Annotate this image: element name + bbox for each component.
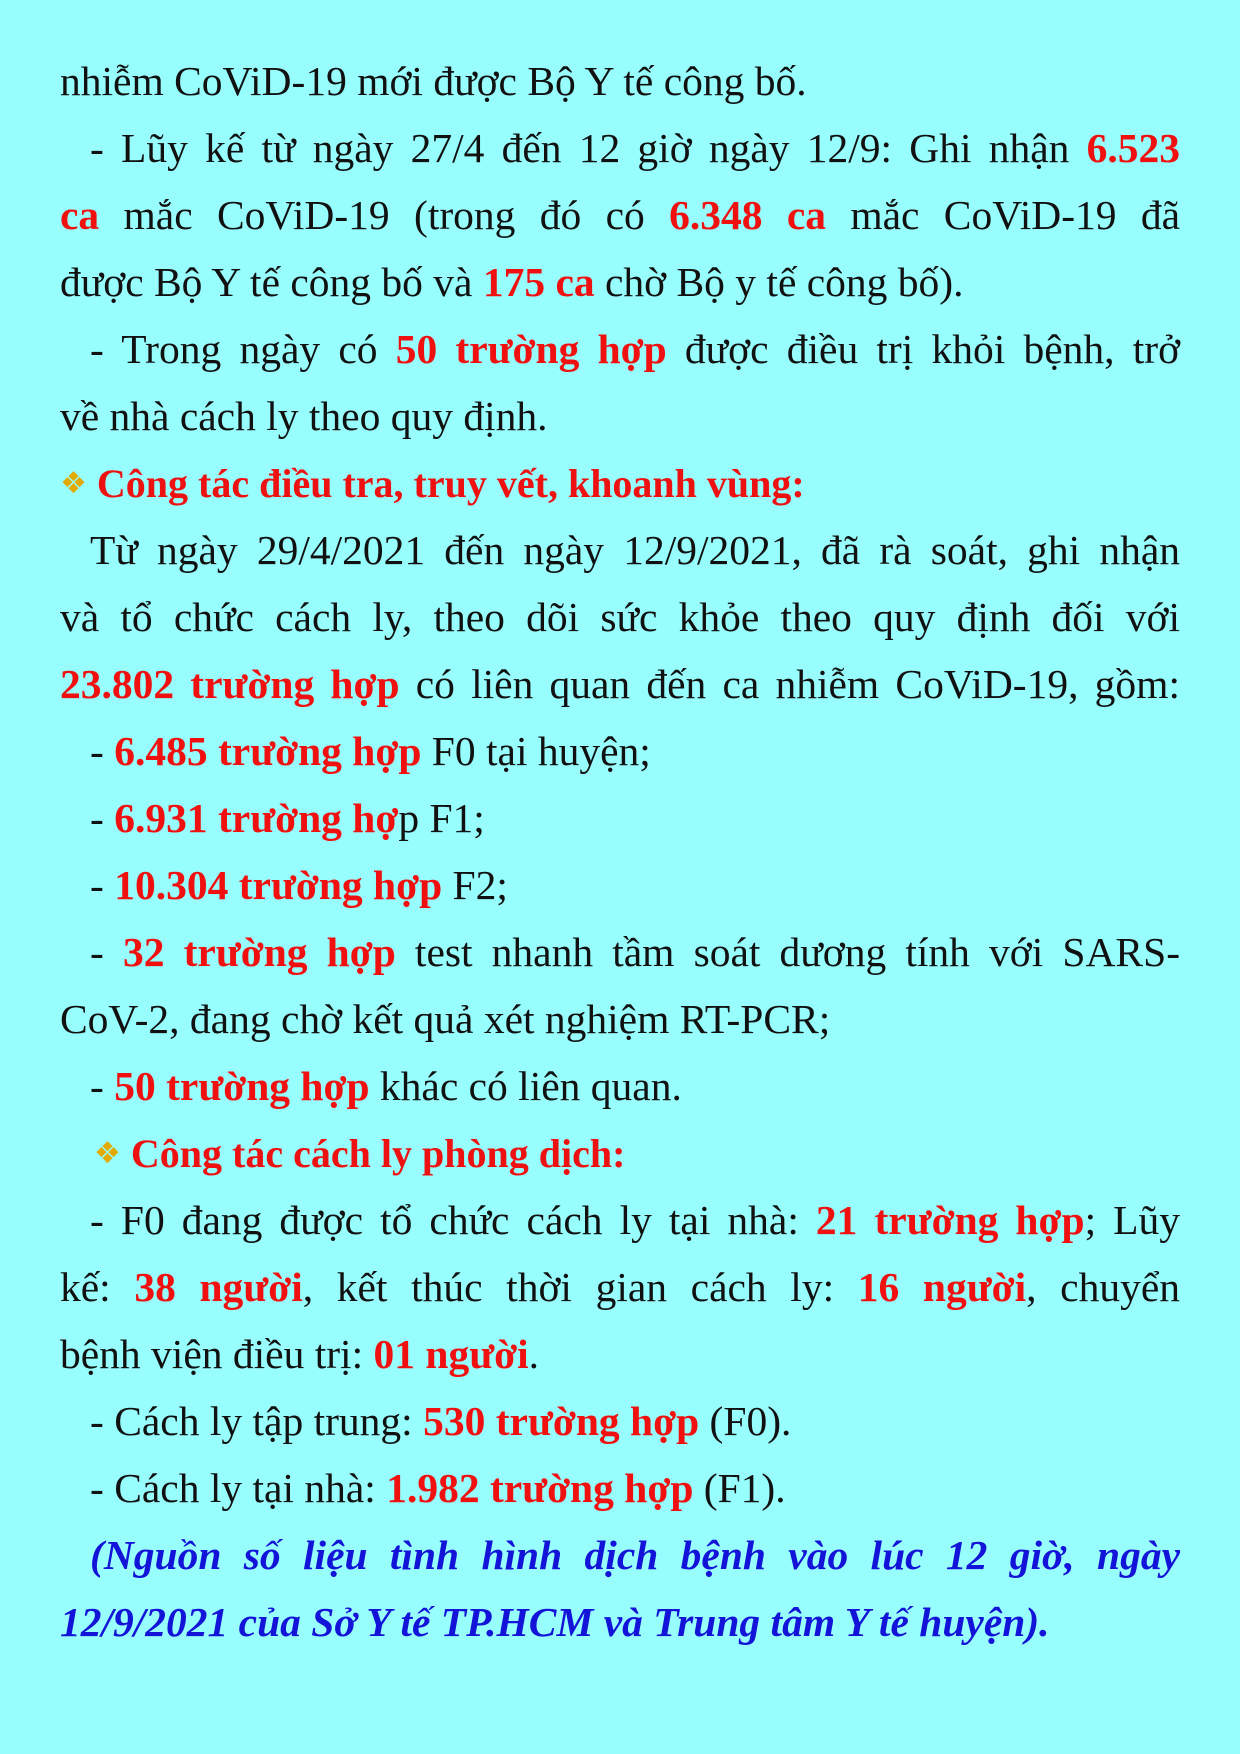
paragraph-text: - F0 đang được tổ chức cách ly tại nhà: [90,1197,816,1243]
highlight-number: 50 trường hợp [114,1063,370,1109]
highlight-number: 6.485 trường hợp [114,728,422,774]
list-item-text: F2; [442,862,508,908]
source-note-text: (Nguồn số liệu tình hình dịch bệnh vào lúc 12 giờ, ngày [90,1532,1180,1578]
section-title: Công tác điều tra, truy vết, khoanh vùng: [96,461,805,506]
investigation-line-1 [60,517,1180,584]
paragraph-text: bệnh viện điều trị: [60,1331,374,1377]
list-item-text: F0 tại huyện; [421,728,651,774]
quarantine-line-1 [60,1187,1180,1254]
list-dash: - [90,795,115,841]
highlight-number: 32 trường hợp [122,929,396,975]
paragraph-text: về nhà cách ly theo quy định. [60,393,548,439]
list-dash: - [90,1063,115,1109]
cumulative-line-3 [60,249,1180,316]
section-heading-investigation [60,450,1180,517]
quarantine-line-5 [60,1455,1180,1522]
diamond-bullet-icon: ❖ [60,466,87,501]
paragraph-text: - Trong ngày có [90,326,396,372]
paragraph-text: - Lũy kế từ ngày 27/4 đến 12 giờ ngày 12/9: Ghi nhận [90,125,1087,171]
investigation-line-2 [60,584,1180,651]
paragraph-text: ; Lũy [1084,1197,1180,1243]
cumulative-line-2 [60,182,1180,249]
paragraph-text: mắc CoViD-19 (trong đó có [99,192,670,238]
paragraph-text: (F0). [699,1398,792,1444]
section-heading-quarantine [60,1120,1180,1187]
list-item [60,718,1180,785]
diamond-bullet-icon: ❖ [94,1136,121,1171]
paragraph-text: và tổ chức cách ly, theo dõi sức khỏe theo quy định đối với [60,594,1180,640]
paragraph-text: kế: [60,1264,135,1310]
highlight-number: 6.523 [1086,125,1180,171]
paragraph-text: nhiễm CoViD-19 mới được Bộ Y tế công bố. [60,58,807,104]
recovered-line-1 [60,316,1180,383]
paragraph-text: có liên quan đến ca nhiễm CoViD-19, gồm: [399,661,1180,707]
source-note-line-1 [60,1522,1180,1589]
list-dash: - [90,728,115,774]
paragraph-text: . [528,1331,539,1377]
paragraph-text: được điều trị khỏi bệnh, trở [666,326,1181,372]
highlight-number: 6.348 ca [669,192,826,238]
paragraph-text: Từ ngày 29/4/2021 đến ngày 12/9/2021, đã rà soát, ghi nhận [90,527,1180,573]
quarantine-line-3 [60,1321,1180,1388]
paragraph-text: mắc CoViD-19 đã [826,192,1181,238]
source-note-line-2 [60,1589,1180,1656]
quarantine-line-2 [60,1254,1180,1321]
list-item [60,852,1180,919]
list-item [60,1053,1180,1120]
list-dash: - [90,929,123,975]
recovered-line-2 [60,383,1180,450]
highlight-number: 01 người [373,1331,529,1377]
list-item-continuation [60,986,1180,1053]
list-item [60,919,1180,986]
list-item [60,785,1180,852]
paragraph-text: , chuyển [1026,1264,1180,1310]
highlight-number: 38 người [134,1264,303,1310]
section-title: Công tác cách ly phòng dịch: [130,1131,626,1176]
paragraph-text: , kết thúc thời gian cách ly: [302,1264,858,1310]
highlight-number: 6.931 trường hợ [114,795,399,841]
list-dash: - [90,862,115,908]
paragraph-text: chờ Bộ y tế công bố). [594,259,964,305]
paragraph-text: - Cách ly tập trung: [90,1398,424,1444]
highlight-number: 1.982 trường hợp [386,1465,694,1511]
list-item-text: CoV-2, đang chờ kết quả xét nghiệm RT-PCR; [60,996,831,1042]
highlight-number: 175 ca [482,259,595,305]
highlight-number: ca [60,192,100,238]
highlight-number: 23.802 trường hợp [60,661,400,707]
quarantine-line-4 [60,1388,1180,1455]
list-item-text: test nhanh tầm soát dương tính với SARS- [395,929,1181,975]
list-item-text: khác có liên quan. [369,1063,682,1109]
paragraph-text: được Bộ Y tế công bố và [60,259,483,305]
source-note-text: 12/9/2021 của Sở Y tế TP.HCM và Trung tâm Y tế huyện). [60,1599,1050,1645]
highlight-number: 16 người [857,1264,1027,1310]
highlight-number: 530 trường hợp [423,1398,700,1444]
text-line [60,48,1180,115]
highlight-number: 50 trường hợp [395,326,667,372]
paragraph-text: - Cách ly tại nhà: [90,1465,387,1511]
document-page [60,48,1180,1656]
cumulative-line-1 [60,115,1180,182]
paragraph-text: (F1). [693,1465,786,1511]
highlight-number: 10.304 trường hợp [114,862,443,908]
list-item-text: p F1; [398,795,485,841]
investigation-line-3 [60,651,1180,718]
highlight-number: 21 trường hợp [815,1197,1085,1243]
